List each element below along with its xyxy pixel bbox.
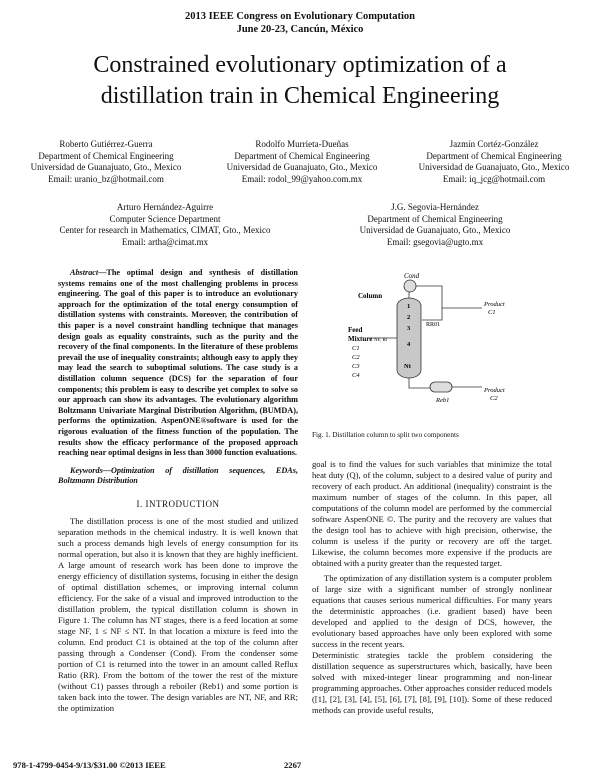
author-name: Jazmín Cortéz-González [449, 139, 539, 149]
author-dept: Department of Chemical Engineering [38, 150, 174, 161]
author-inst: Center for research in Mathematics, CIMAT, Gto., Mexico [59, 225, 271, 235]
stage-4: 4 [407, 341, 411, 348]
label-column: Column [358, 292, 383, 300]
author-dept: Computer Science Department [109, 213, 221, 224]
author-name: Rodolfo Murrieta-Dueñas [255, 139, 349, 149]
intro-paragraph: The distillation process is one of the most studied and utilized separation methods in the chemical industry. It is well known that such a process demands high levels of energy consumption for its normal operation, but also it is known that they are highly inefficient. A large amount of research work has been done to improve the energy efficiency of distillation systems, focusing in either the design of optimal distillation schemes, or improving internal column efficiency. For the sake of a visual and improved introduction to the distillation problem, the typical distillation column is shown in Figure 1. The column has NT stages, there is a feed location at some stage NF, 1 ≤ NF ≤ NT. In that location a mixture is feed into the column. End product C1 is obtained at the top of the column after passing through a Condenser (Cond). From the condenser some portion of C1 is returned into the tower in an amount called Reflux Ratio (RR). From the bottom of the tower the rest of the mixture (without C1) passes through a reboiler (Reb1) and some portion is taken back into the tower. The design variables are NT, NF, and RR; the optimization [58, 515, 298, 713]
author-dept: Department of Chemical Engineering [367, 213, 503, 224]
abstract [58, 268, 298, 459]
section-heading-introduction: I. INTRODUCTION [136, 498, 220, 509]
author-block-5 [320, 202, 550, 248]
author-inst: Universidad de Guanajuato, Gto., Mexico [359, 225, 511, 235]
keywords [58, 466, 298, 487]
author-email: Email: gsegovia@ugto.mx [386, 236, 484, 247]
figure-1 [312, 268, 552, 418]
author-email: Email: uranio_bz@hotmail.com [48, 173, 164, 184]
label-reb: Reb1 [436, 397, 450, 404]
stage-3: 3 [407, 325, 411, 332]
author-dept: Department of Chemical Engineering [234, 150, 370, 161]
label-nf: NF, Ri [374, 338, 388, 343]
feed-c3: C3 [352, 363, 360, 370]
author-block-4 [30, 202, 300, 248]
reflux-line [422, 308, 442, 320]
label-rr: RR01 [426, 322, 441, 328]
left-column [58, 268, 298, 714]
author-inst: Universidad de Guanajuato, Gto., Mexico [418, 162, 570, 172]
footer-isbn: 978-1-4799-0454-9/13/$31.00 ©2013 IEEE [13, 760, 166, 770]
feed-c2: C2 [352, 354, 360, 361]
stage-1: 1 [407, 303, 411, 310]
right-paragraph-1: goal is to find the values for such variables that minimize the total heat duty (Q), of the column, subject to a desired value of purity and recovery of each product. An additional (inequality) constraint is the maximum number of stages of the column. In this paper, all computations of the column model are performed by the commercial software AspenONE ©. The purity and the recovery are values that the design tool has to achieve with high precision, otherwise, the column is useless if the purity or recovery are off the target. Likewise, the column becomes more expensive if the products are obtained with a purity greater than the requested target. [312, 459, 552, 568]
label-cond: Cond [404, 272, 420, 280]
keywords-label: Keywords [70, 465, 103, 475]
author-name: Arturo Hernández-Aguirre [116, 202, 214, 212]
paper-title [40, 50, 560, 112]
abstract-label: Abstract [70, 268, 99, 277]
title-line-2: distillation train in Chemical Engineering [100, 83, 500, 109]
label-mixture: Mixture [348, 335, 373, 343]
stage-2: 2 [407, 314, 411, 321]
author-inst: Universidad de Guanajuato, Gto., Mexico [226, 162, 378, 172]
bottoms-line [409, 378, 430, 388]
conference-header [0, 10, 600, 36]
author-email: Email: rodol_99@yahoo.com.mx [241, 173, 363, 184]
right-paragraph-3: Deterministic strategies tackle the problem considering the distillation sequence as superstructures which, basically, have been solved with mixed-integer linear programming and non-linear programming approaches. Other approaches consider reduced models ([1], [2], [3], [4], [5], [6], [7], [8], [9], [10]). Some of these reduced methods can provide useful results, [312, 650, 552, 715]
label-c1: C1 [488, 309, 496, 316]
author-name: Roberto Gutiérrez-Guerra [59, 139, 153, 149]
author-inst: Universidad de Guanajuato, Gto., Mexico [30, 162, 182, 172]
conference-name: 2013 IEEE Congress on Evolutionary Computation [185, 11, 415, 22]
page-number: 2267 [284, 760, 302, 770]
figure-caption: Fig. 1. Distillation column to split two components [312, 431, 459, 439]
right-column [312, 459, 552, 716]
keywords-text: —Optimization of distillation sequences, EDAs, Boltzmann Distribution [58, 465, 298, 486]
author-block-1 [8, 139, 204, 185]
author-dept: Department of Chemical Engineering [426, 150, 562, 161]
reboiler-icon [430, 382, 452, 392]
abstract-text: —The optimal design and synthesis of distillation systems remains one of the most challenging problems in process engineering. The goal of this paper is to introduce an evolutionary approach for the optimization of the total energy consumption of distillation systems with constraints. Moreover, the contribution of this paper is a novel constraint handling technique that manages design goals as equality constraints, such as the purity and the recovery of the final components. In the literature of these problems prevail the use of inequality constraints; although easy to apply they may lead the search to suboptimal solutions. The case study is a distillation column sequence (DCS) for the separation of four components; this problem is easy to describe yet complex to solve so our approach can show its advantages. The evolutionary algorithm Boltzmann Univariate Marginal Distribution Algorithm, (BUMDA), performs the optimization. AspenONE®software is used for the rigorous evaluation of the fitness function of the population. The results show the efficacy performance of the proposed approach reaching near optimal designs in less than 3000 function evaluations. [58, 268, 298, 458]
stage-nt: Nt [404, 363, 411, 370]
author-block-2 [204, 139, 400, 185]
conference-dates: June 20-23, Cancún, México [236, 24, 364, 35]
label-product-c2: Product [484, 387, 505, 394]
distillate-line [416, 286, 482, 308]
label-product-c1: Product [484, 301, 505, 308]
author-email: Email: iq_jcg@hotmail.com [442, 173, 546, 184]
distillation-column-diagram [312, 268, 552, 418]
author-block-3 [396, 139, 592, 185]
right-paragraph-2: The optimization of any distillation system is a computer problem of large size with a significant number of strongly nonlinear equations that causes serious numerical difficulties. For many years the deterministic approaches (i.e. gradient based) have been developed and applied to the design of DCS, however, the evolutionary based approaches have only been explored with some success in the recent years. [312, 573, 552, 649]
author-email: Email: artha@cimat.mx [121, 236, 209, 247]
feed-c1: C1 [352, 345, 360, 352]
feed-c4: C4 [352, 372, 360, 379]
label-feed: Feed [348, 326, 363, 334]
title-line-1: Constrained evolutionary optimization of a [93, 52, 507, 78]
condenser-icon [404, 280, 416, 292]
label-c2: C2 [490, 395, 498, 402]
author-name: J.G. Segovia-Hernández [391, 202, 479, 212]
